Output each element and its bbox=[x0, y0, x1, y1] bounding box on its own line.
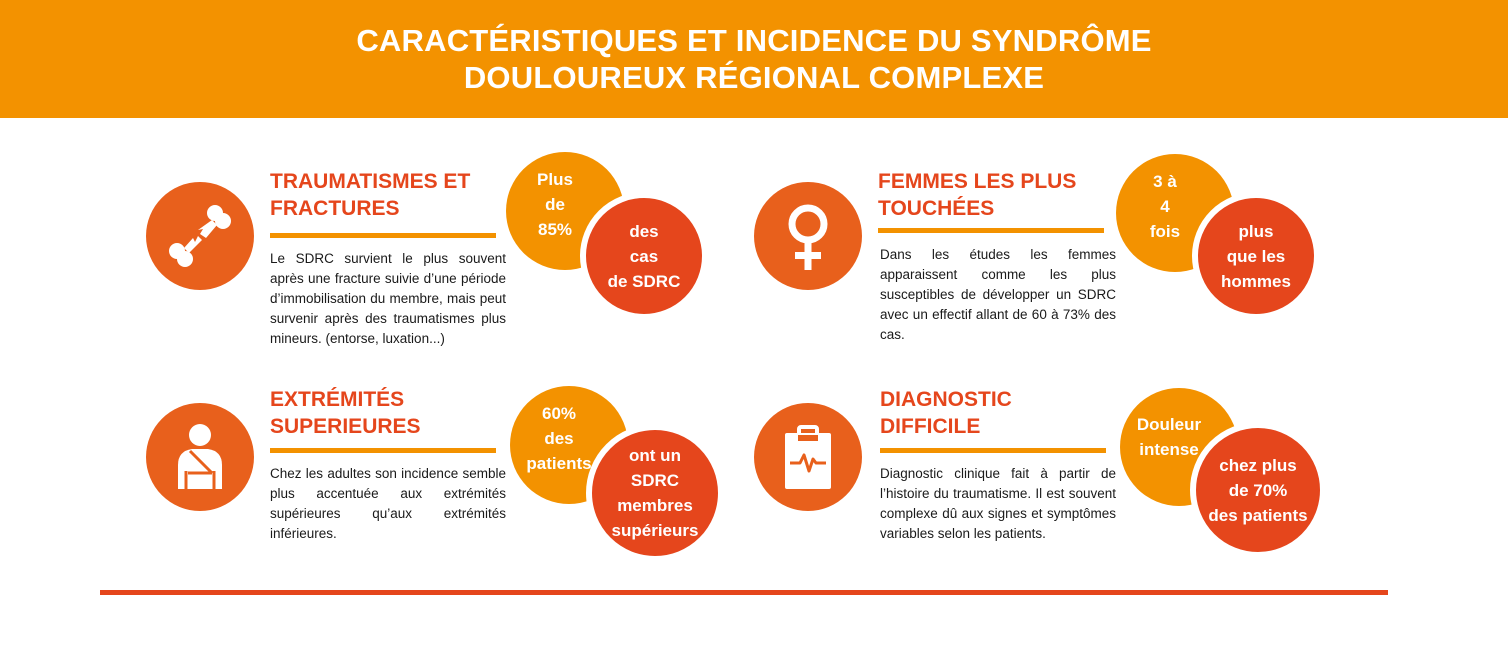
stat-bubble-trauma-secondary: des cas de SDRC bbox=[580, 192, 708, 320]
clipboard-heartbeat-icon bbox=[754, 403, 862, 511]
footer-divider bbox=[100, 590, 1388, 595]
stat-bubble-diagnostic-secondary: chez plus de 70% des patients bbox=[1190, 422, 1326, 558]
section-text-extremites: Chez les adultes son incidence semble plus accentuée aux extrémités supérieures qu’aux extrémités inférieures. bbox=[270, 466, 506, 541]
stat-bubble-extremites-primary: 60% des patients bbox=[510, 386, 628, 504]
header-banner bbox=[0, 0, 1508, 118]
section-text-diagnostic: Diagnostic clinique fait à partir de l’histoire du traumatisme. Il est souvent complexe dû aux signes et symptômes variables selon les patients. bbox=[880, 466, 1116, 541]
section-title-extremites: EXTRÉMITÉS SUPERIEURES bbox=[270, 388, 421, 438]
stat-bubble-extremites-secondary: ont un SDRC membres supérieurs bbox=[586, 424, 724, 562]
section-title-trauma: TRAUMATISMES ET FRACTURES bbox=[270, 170, 471, 220]
stat-bubble-femmes-secondary: plus que les hommes bbox=[1192, 192, 1320, 320]
female-symbol-icon bbox=[754, 182, 862, 290]
arm-sling-icon bbox=[146, 403, 254, 511]
broken-bone-icon bbox=[146, 182, 254, 290]
stat-bubble-femmes-primary: 3 à 4 fois bbox=[1116, 154, 1234, 272]
section-text-femmes: Dans les études les femmes apparaissent comme les plus susceptibles de développer un SDRC avec un effectif allant de 60 à 73% des cas. bbox=[880, 247, 1116, 342]
page-title-line-2: DOULOUREUX RÉGIONAL COMPLEXE bbox=[463, 60, 1045, 95]
section-title-femmes: FEMMES LES PLUS TOUCHÉES bbox=[878, 170, 1077, 220]
section-divider bbox=[270, 448, 496, 453]
section-text-trauma: Le SDRC survient le plus souvent après une fracture suivie d’une période d’immobilisation du membre, mais peut survenir après des traumatismes plus mineurs. (entorse, luxation...) bbox=[270, 251, 506, 346]
stat-bubble-trauma-primary: Plus de 85% bbox=[506, 152, 624, 270]
section-divider bbox=[270, 233, 496, 238]
stat-bubble-diagnostic-primary: Douleur intense bbox=[1120, 388, 1238, 506]
section-divider bbox=[878, 228, 1104, 233]
section-divider bbox=[880, 448, 1106, 453]
page-title-line-1: CARACTÉRISTIQUES ET INCIDENCE DU SYNDRÔME bbox=[356, 23, 1152, 58]
section-title-diagnostic: DIAGNOSTIC DIFFICILE bbox=[880, 388, 1012, 438]
